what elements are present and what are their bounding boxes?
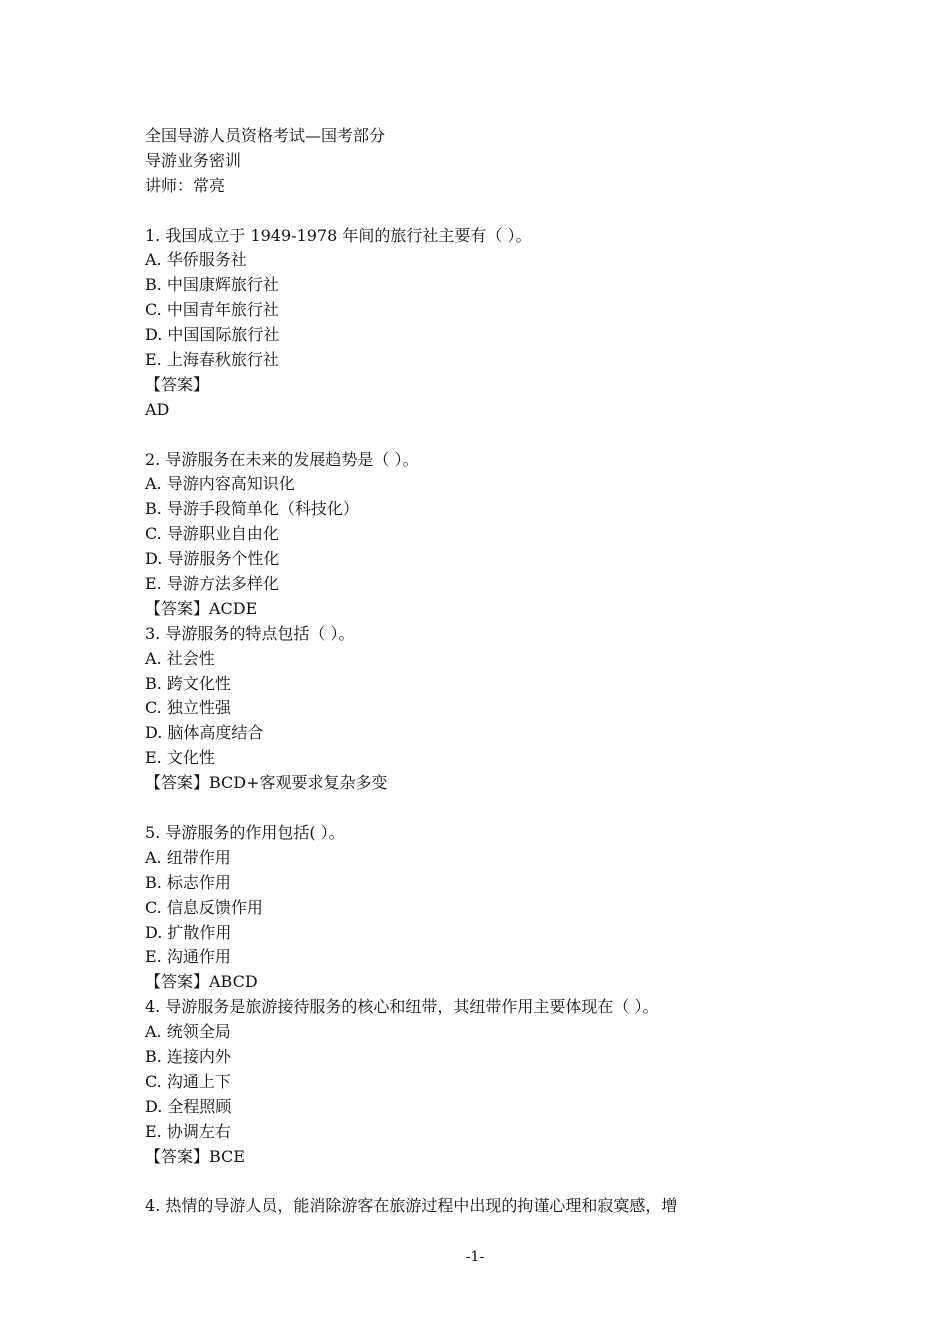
blank-line <box>145 1169 845 1194</box>
option-e: E. 文化性 <box>145 748 215 768</box>
blank-line <box>145 423 845 448</box>
option-c: C. 导游职业自由化 <box>145 524 279 544</box>
question-stem: 4. 导游服务是旅游接待服务的核心和纽带，其纽带作用主要体现在（ ）。 <box>145 997 659 1017</box>
question-stem: 5. 导游服务的作用包括( ）。 <box>145 822 345 842</box>
option-d: D. 扩散作用 <box>145 922 232 942</box>
question-stem: 2. 导游服务在未来的发展趋势是（ ）。 <box>145 449 419 469</box>
option-e: E. 导游方法多样化 <box>145 574 279 594</box>
answer-label: 【答案】 <box>145 374 210 394</box>
option-b: B. 导游手段简单化（科技化） <box>145 499 359 519</box>
document-subtitle: 导游业务密训 <box>145 150 242 170</box>
option-c: C. 沟通上下 <box>145 1071 231 1091</box>
question-stem: 1. 我国成立于 1949-1978 年间的旅行社主要有（ ）。 <box>145 225 532 245</box>
option-a: A. 华侨服务社 <box>145 250 247 270</box>
option-b: B. 连接内外 <box>145 1046 231 1066</box>
option-d: D. 中国国际旅行社 <box>145 325 280 345</box>
answer-line: 【答案】ACDE <box>145 598 258 618</box>
question-stem: 4. 热情的导游人员，能消除游客在旅游过程中出现的拘谨心理和寂寞感，增 <box>145 1196 678 1216</box>
lecturer-line: 讲师：常亮 <box>145 175 226 195</box>
document-body <box>145 124 845 1219</box>
answer-line: 【答案】BCD+客观要求复杂多变 <box>145 773 388 793</box>
option-e: E. 沟通作用 <box>145 947 231 967</box>
option-c: C. 信息反馈作用 <box>145 897 263 917</box>
question-stem: 3. 导游服务的特点包括（ ）。 <box>145 623 355 643</box>
option-b: B. 中国康辉旅行社 <box>145 275 279 295</box>
question-block <box>145 448 845 622</box>
question-block <box>145 821 845 995</box>
document-title: 全国导游人员资格考试—国考部分 <box>145 126 386 145</box>
question-block <box>145 995 845 1169</box>
answer-value: AD <box>145 399 170 419</box>
option-b: B. 跨文化性 <box>145 673 231 693</box>
answer-line: 【答案】BCE <box>145 1146 245 1166</box>
option-e: E. 协调左右 <box>145 1121 231 1141</box>
answer-line: 【答案】ABCD <box>145 972 258 992</box>
question-block <box>145 622 845 796</box>
option-e: E. 上海春秋旅行社 <box>145 350 279 370</box>
option-c: C. 中国青年旅行社 <box>145 300 279 320</box>
option-a: A. 导游内容高知识化 <box>145 474 295 494</box>
option-a: A. 统领全局 <box>145 1022 231 1042</box>
option-b: B. 标志作用 <box>145 872 231 892</box>
blank-line <box>145 796 845 821</box>
blank-line <box>145 199 845 224</box>
option-a: A. 社会性 <box>145 648 215 668</box>
option-a: A. 纽带作用 <box>145 847 231 867</box>
option-c: C. 独立性强 <box>145 698 231 718</box>
page-number: -1- <box>465 1249 485 1265</box>
question-block <box>145 1194 845 1219</box>
option-d: D. 全程照顾 <box>145 1096 232 1116</box>
question-block <box>145 224 845 423</box>
option-d: D. 脑体高度结合 <box>145 723 264 743</box>
option-d: D. 导游服务个性化 <box>145 549 280 569</box>
